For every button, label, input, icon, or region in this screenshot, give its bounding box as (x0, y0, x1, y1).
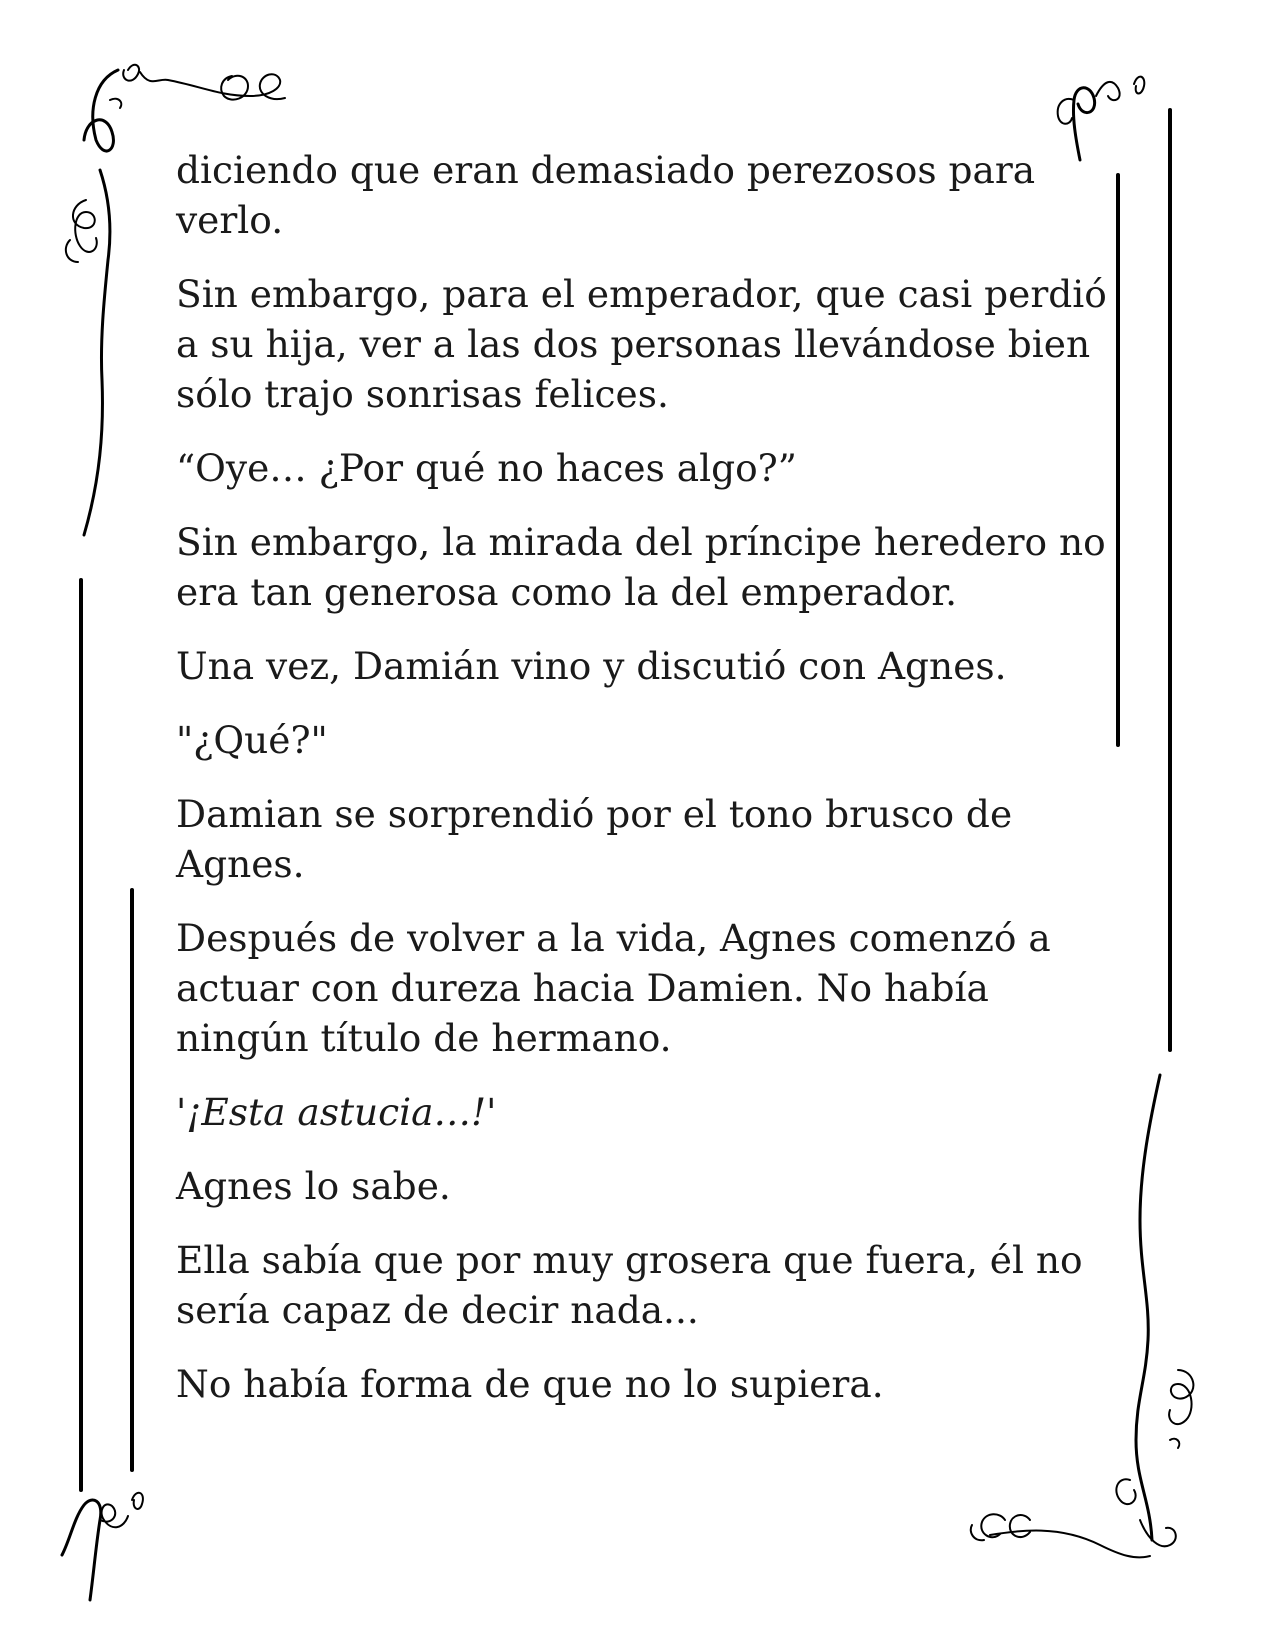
flourish-bottom-left-icon (62, 1493, 143, 1600)
body-text (176, 145, 1116, 1433)
paragraph: Una vez, Damián vino y discutió con Agnes. (176, 644, 1007, 688)
paragraph: diciendo que eran demasiado perezosos para verlo. (176, 148, 1036, 242)
paragraph: No había forma de que no lo supiera. (176, 1362, 884, 1406)
paragraph: Sin embargo, para el emperador, que casi perdió a su hija, ver a las dos personas llevándose bien sólo trajo sonrisas felices. (176, 272, 1107, 416)
paragraph: "¿Qué?" (176, 718, 328, 762)
paragraph: “Oye… ¿Por qué no haces algo?” (176, 446, 797, 490)
paragraph: Ella sabía que por muy grosera que fuera, él no sería capaz de decir nada... (176, 1238, 1083, 1332)
paragraph: Agnes lo sabe. (176, 1164, 451, 1208)
left-border-lines (81, 580, 132, 1490)
paragraph: Damian se sorprendió por el tono brusco de Agnes. (176, 792, 1013, 886)
paragraph: Sin embargo, la mirada del príncipe heredero no era tan generosa como la del emperador. (176, 520, 1106, 614)
paragraph: Después de volver a la vida, Agnes comenzó a actuar con dureza hacia Damien. No había ningún título de hermano. (176, 916, 1051, 1060)
right-border-lines (1118, 110, 1170, 1050)
paragraph-italic: '¡Esta astucia…!' (176, 1090, 497, 1134)
